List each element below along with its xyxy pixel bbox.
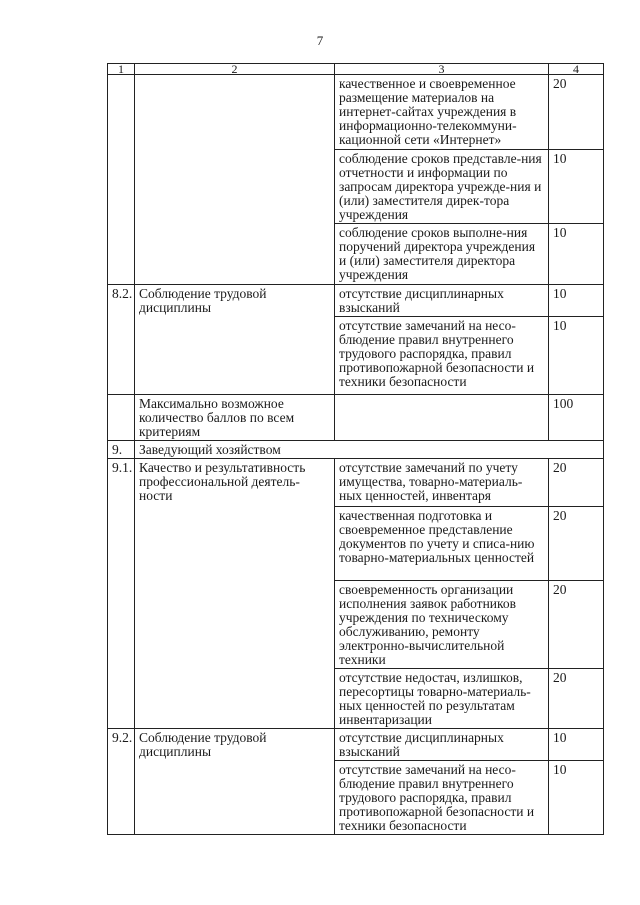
- points-cell: 10: [549, 224, 604, 285]
- item-number: [108, 395, 135, 441]
- column-header-4: 4: [549, 64, 604, 75]
- item-number: 9.: [108, 441, 135, 459]
- indicator-cell: качественная подготовка и своевременное представление документов по учету и списа-нию товарно-материальных ценностей: [335, 507, 549, 581]
- criterion-cell: [135, 75, 335, 285]
- indicator-cell: [335, 395, 549, 441]
- criterion-cell: Соблюдение трудовой дисциплины: [135, 729, 335, 835]
- criterion-cell: Качество и результативность профессиональной деятель-ности: [135, 459, 335, 729]
- table-header-row: [108, 64, 604, 75]
- indicator-cell: качественное и своевременное размещение материалов на интернет-сайтах учреждения в информационно-телекоммуни-кационной сети «Интернет»: [335, 75, 549, 150]
- page-number: 7: [316, 33, 324, 48]
- indicator-cell: отсутствие замечаний на несо-блюдение правил внутреннего трудового распорядка, правил противопожарной безопасности и техники безопасности: [335, 761, 549, 835]
- points-cell: 10: [549, 729, 604, 761]
- indicator-cell: отсутствие дисциплинарных взысканий: [335, 285, 549, 317]
- column-header-2: 2: [135, 64, 335, 75]
- indicator-cell: соблюдение сроков представле-ния отчетности и информации по запросам директора учрежде-ния и (или) заместителя дирек-тора учреждения: [335, 150, 549, 224]
- criterion-cell: Максимально возможное количество баллов по всем критериям: [135, 395, 335, 441]
- column-header-3: 3: [335, 64, 549, 75]
- criterion-cell: Соблюдение трудовой дисциплины: [135, 285, 335, 395]
- table-row: [108, 395, 604, 441]
- table-row: [108, 285, 604, 317]
- points-cell: 20: [549, 581, 604, 669]
- table-row: [108, 459, 604, 507]
- item-number: 8.2.: [108, 285, 135, 395]
- points-cell: 10: [549, 317, 604, 395]
- points-cell: 10: [549, 150, 604, 224]
- indicator-cell: своевременность организации исполнения заявок работников учреждения по техническому обслуживанию, ремонту электронно-вычислительной техники: [335, 581, 549, 669]
- points-cell: 10: [549, 285, 604, 317]
- points-cell: 100: [549, 395, 604, 441]
- points-cell: 20: [549, 459, 604, 507]
- item-number: [108, 75, 135, 285]
- points-cell: 20: [549, 507, 604, 581]
- points-cell: 10: [549, 761, 604, 835]
- section-title: Заведующий хозяйством: [135, 441, 604, 459]
- criteria-table: [107, 63, 604, 835]
- indicator-cell: отсутствие дисциплинарных взысканий: [335, 729, 549, 761]
- points-cell: 20: [549, 75, 604, 150]
- points-cell: 20: [549, 669, 604, 729]
- table-row: [108, 75, 604, 150]
- section-row: [108, 441, 604, 459]
- item-number: 9.2.: [108, 729, 135, 835]
- indicator-cell: соблюдение сроков выполне-ния поручений директора учреждения и (или) заместителя директора учреждения: [335, 224, 549, 285]
- indicator-cell: отсутствие замечаний по учету имущества, товарно-материаль-ных ценностей, инвентаря: [335, 459, 549, 507]
- indicator-cell: отсутствие замечаний на несо-блюдение правил внутреннего трудового распорядка, правил противопожарной безопасности и техники безопасности: [335, 317, 549, 395]
- item-number: 9.1.: [108, 459, 135, 729]
- indicator-cell: отсутствие недостач, излишков, пересортицы товарно-материаль-ных ценностей по результатам инвентаризации: [335, 669, 549, 729]
- table-row: [108, 729, 604, 761]
- column-header-1: 1: [108, 64, 135, 75]
